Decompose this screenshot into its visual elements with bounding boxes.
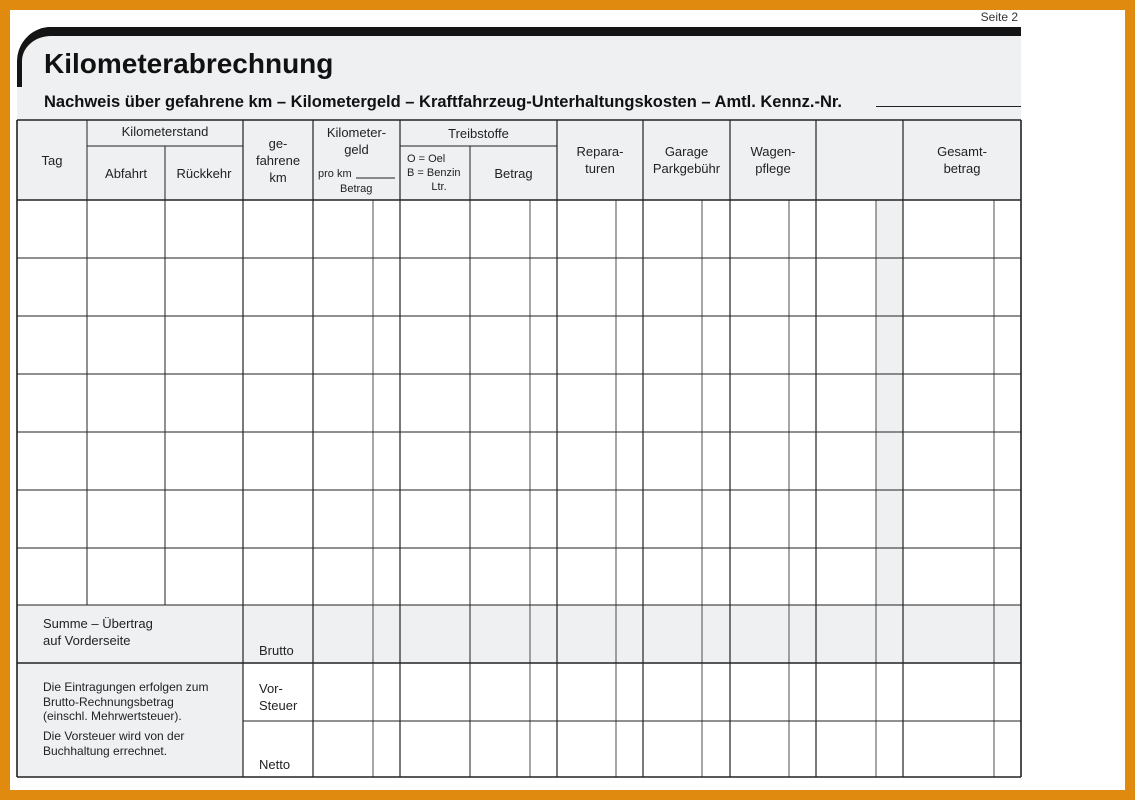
note-brutto-1: Die Eintragungen erfolgen zum <box>43 680 209 694</box>
header-gefahrene-km-3: km <box>269 170 287 185</box>
header-oel-benzin <box>407 152 471 194</box>
header-gefahrene-km-2: fahrene <box>255 153 301 168</box>
summe-label-2: auf Vorderseite <box>43 633 131 648</box>
summe-shade <box>17 605 1021 663</box>
header-gesamtbetrag-2: betrag <box>943 161 981 176</box>
header-garage-1: Garage <box>664 144 709 159</box>
header-wagenpflege-2: pflege <box>755 161 791 176</box>
header-reparaturen <box>557 143 643 177</box>
note-vorsteuer <box>43 729 184 758</box>
header-gefahrene-km-1: ge- <box>268 136 288 151</box>
note-vorsteuer-2: Buchhaltung errechnet. <box>43 743 168 758</box>
header-pro-km: pro km <box>318 168 352 180</box>
header-oel: O = Oel <box>407 153 446 165</box>
header-betrag-small: Betrag <box>340 183 373 195</box>
page-number: Seite 2 <box>980 10 1018 24</box>
header-abfahrt: Abfahrt <box>105 166 147 181</box>
note-brutto-2: Brutto-Rechnungsbetrag <box>43 694 174 709</box>
header-wagenpflege-1: Wagen- <box>750 144 796 159</box>
header-gesamtbetrag <box>903 143 1021 177</box>
vorsteuer-label-2: Steuer <box>259 698 298 713</box>
header-gesamtbetrag-1: Gesamt- <box>937 144 987 159</box>
header-kilometergeld <box>313 124 400 158</box>
header-benzin: B = Benzin <box>407 167 461 179</box>
form-title: Kilometerabrechnung <box>44 48 334 79</box>
form-subtitle: Nachweis über gefahrene km – Kilometergeld – Kraftfahrzeug-Unterhaltungskosten – Amtl. Kennz.-Nr. <box>44 93 842 111</box>
header-kilometerstand: Kilometerstand <box>121 124 209 139</box>
header-reparaturen-1: Repara- <box>576 144 624 159</box>
header-tag: Tag <box>41 153 63 168</box>
brutto-label: Brutto <box>259 643 294 658</box>
header-wagenpflege <box>730 143 816 177</box>
header-rueckkehr: Rückkehr <box>176 166 232 181</box>
note-brutto <box>43 680 208 724</box>
vorsteuer-label <box>259 680 297 714</box>
vorsteuer-label-1: Vor- <box>259 681 283 696</box>
header-reparaturen-2: turen <box>585 161 615 176</box>
header-kilometergeld-1: Kilometer- <box>326 125 387 140</box>
blank-col-shade <box>876 200 903 605</box>
summe-label-1: Summe – Übertrag <box>43 616 153 631</box>
header-gefahrene-km <box>243 135 313 186</box>
note-brutto-3: (einschl. Mehrwertsteuer). <box>43 709 182 723</box>
netto-label: Netto <box>259 757 291 772</box>
form-page <box>10 10 1125 790</box>
header-ltr: Ltr. <box>431 181 447 193</box>
header-kilometergeld-2: geld <box>344 142 369 157</box>
header-treibstoffe: Treibstoffe <box>448 126 509 141</box>
header-betrag: Betrag <box>494 166 533 181</box>
summe-label <box>43 615 153 649</box>
header-garage-2: Parkgebühr <box>652 161 721 176</box>
header-garage <box>643 143 730 177</box>
note-vorsteuer-1: Die Vorsteuer wird von der <box>43 729 185 743</box>
